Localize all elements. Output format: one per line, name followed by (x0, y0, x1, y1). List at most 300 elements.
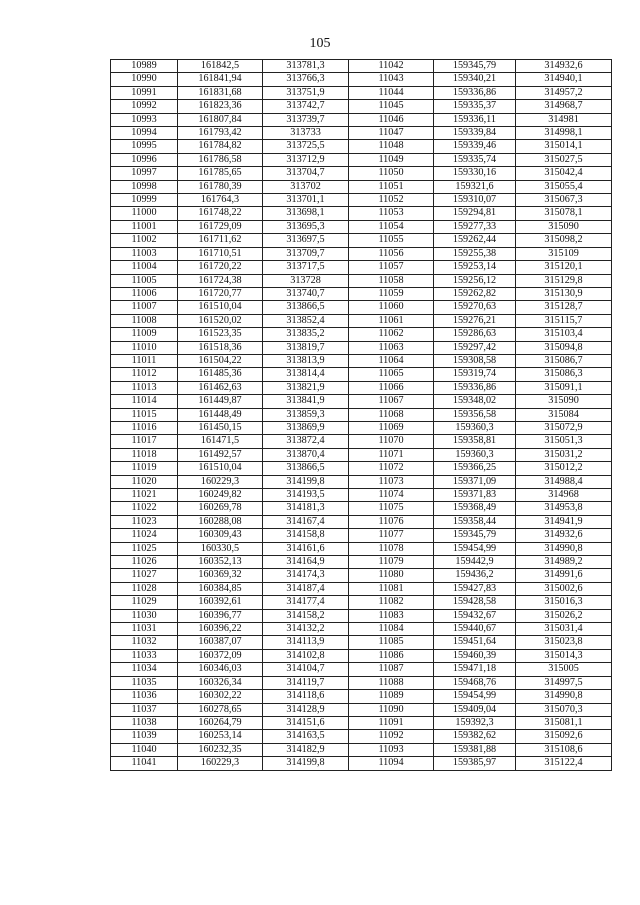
x-coordinate-right-cell: 159442,9 (434, 556, 516, 569)
x-coordinate-left-cell: 161724,38 (178, 274, 263, 287)
point-id-right-cell: 11088 (349, 676, 434, 689)
point-id-left-cell: 11032 (111, 636, 178, 649)
y-coordinate-right-cell: 315014,3 (516, 649, 612, 662)
x-coordinate-right-cell: 159471,18 (434, 663, 516, 676)
point-id-right-cell: 11067 (349, 395, 434, 408)
point-id-right-cell: 11078 (349, 542, 434, 555)
x-coordinate-left-cell: 160264,79 (178, 716, 263, 729)
y-coordinate-left-cell: 313742,7 (263, 100, 349, 113)
point-id-left-cell: 11011 (111, 354, 178, 367)
point-id-right-cell: 11075 (349, 502, 434, 515)
point-id-right-cell: 11066 (349, 381, 434, 394)
x-coordinate-right-cell: 159297,42 (434, 341, 516, 354)
point-id-right-cell: 11060 (349, 301, 434, 314)
point-id-left-cell: 11022 (111, 502, 178, 515)
table-row (111, 153, 612, 166)
point-id-left-cell: 11002 (111, 234, 178, 247)
x-coordinate-right-cell: 159335,74 (434, 153, 516, 166)
point-id-left-cell: 10997 (111, 167, 178, 180)
point-id-left-cell: 10989 (111, 60, 178, 73)
point-id-right-cell: 11054 (349, 220, 434, 233)
point-id-right-cell: 11090 (349, 703, 434, 716)
point-id-right-cell: 11065 (349, 368, 434, 381)
point-id-right-cell: 11086 (349, 649, 434, 662)
table-row (111, 716, 612, 729)
x-coordinate-right-cell: 159308,58 (434, 354, 516, 367)
point-id-left-cell: 10991 (111, 86, 178, 99)
x-coordinate-right-cell: 159321,6 (434, 180, 516, 193)
y-coordinate-right-cell: 314953,8 (516, 502, 612, 515)
x-coordinate-left-cell: 161471,5 (178, 435, 263, 448)
point-id-left-cell: 11017 (111, 435, 178, 448)
table-row (111, 489, 612, 502)
point-id-left-cell: 11013 (111, 381, 178, 394)
y-coordinate-right-cell: 315086,3 (516, 368, 612, 381)
table-row (111, 663, 612, 676)
x-coordinate-right-cell: 159253,14 (434, 261, 516, 274)
point-id-right-cell: 11073 (349, 475, 434, 488)
point-id-left-cell: 11039 (111, 730, 178, 743)
y-coordinate-right-cell: 315109 (516, 247, 612, 260)
y-coordinate-left-cell: 314113,9 (263, 636, 349, 649)
x-coordinate-left-cell: 160372,09 (178, 649, 263, 662)
table-row (111, 542, 612, 555)
y-coordinate-right-cell: 315092,6 (516, 730, 612, 743)
table-row (111, 86, 612, 99)
table-row (111, 274, 612, 287)
table-row (111, 381, 612, 394)
point-id-left-cell: 11012 (111, 368, 178, 381)
y-coordinate-right-cell: 315128,7 (516, 301, 612, 314)
point-id-right-cell: 11047 (349, 127, 434, 140)
y-coordinate-left-cell: 313813,9 (263, 354, 349, 367)
y-coordinate-left-cell: 314182,9 (263, 743, 349, 756)
y-coordinate-left-cell: 313841,9 (263, 395, 349, 408)
y-coordinate-right-cell: 315130,9 (516, 287, 612, 300)
x-coordinate-left-cell: 161450,15 (178, 421, 263, 434)
table-row (111, 167, 612, 180)
y-coordinate-left-cell: 313835,2 (263, 328, 349, 341)
y-coordinate-left-cell: 314181,3 (263, 502, 349, 515)
point-id-right-cell: 11084 (349, 623, 434, 636)
y-coordinate-left-cell: 313702 (263, 180, 349, 193)
y-coordinate-right-cell: 315122,4 (516, 757, 612, 770)
y-coordinate-right-cell: 315023,8 (516, 636, 612, 649)
point-id-right-cell: 11056 (349, 247, 434, 260)
y-coordinate-left-cell: 313733 (263, 127, 349, 140)
x-coordinate-left-cell: 160369,32 (178, 569, 263, 582)
y-coordinate-right-cell: 315120,1 (516, 261, 612, 274)
y-coordinate-right-cell: 315072,9 (516, 421, 612, 434)
point-id-right-cell: 11082 (349, 596, 434, 609)
point-id-right-cell: 11091 (349, 716, 434, 729)
point-id-left-cell: 11035 (111, 676, 178, 689)
table-row (111, 127, 612, 140)
y-coordinate-left-cell: 313740,7 (263, 287, 349, 300)
y-coordinate-right-cell: 315094,8 (516, 341, 612, 354)
x-coordinate-right-cell: 159336,86 (434, 381, 516, 394)
x-coordinate-left-cell: 160309,43 (178, 529, 263, 542)
x-coordinate-left-cell: 161518,36 (178, 341, 263, 354)
y-coordinate-right-cell: 315070,3 (516, 703, 612, 716)
point-id-left-cell: 10999 (111, 194, 178, 207)
point-id-left-cell: 11040 (111, 743, 178, 756)
y-coordinate-right-cell: 315014,1 (516, 140, 612, 153)
x-coordinate-right-cell: 159436,2 (434, 569, 516, 582)
y-coordinate-right-cell: 314981 (516, 113, 612, 126)
x-coordinate-left-cell: 161784,82 (178, 140, 263, 153)
y-coordinate-right-cell: 315051,3 (516, 435, 612, 448)
table-row (111, 247, 612, 260)
table-row (111, 556, 612, 569)
point-id-left-cell: 11014 (111, 395, 178, 408)
y-coordinate-left-cell: 314199,8 (263, 475, 349, 488)
y-coordinate-left-cell: 314119,7 (263, 676, 349, 689)
x-coordinate-left-cell: 161520,02 (178, 314, 263, 327)
point-id-left-cell: 10990 (111, 73, 178, 86)
x-coordinate-right-cell: 159454,99 (434, 690, 516, 703)
x-coordinate-right-cell: 159345,79 (434, 60, 516, 73)
table-row (111, 502, 612, 515)
table-row (111, 623, 612, 636)
point-id-right-cell: 11064 (349, 354, 434, 367)
x-coordinate-left-cell: 161807,84 (178, 113, 263, 126)
point-id-left-cell: 10992 (111, 100, 178, 113)
table-row (111, 421, 612, 434)
point-id-left-cell: 11020 (111, 475, 178, 488)
x-coordinate-right-cell: 159330,16 (434, 167, 516, 180)
point-id-left-cell: 10993 (111, 113, 178, 126)
table-row (111, 180, 612, 193)
x-coordinate-right-cell: 159270,63 (434, 301, 516, 314)
point-id-left-cell: 11030 (111, 609, 178, 622)
y-coordinate-right-cell: 314968,7 (516, 100, 612, 113)
point-id-left-cell: 11009 (111, 328, 178, 341)
x-coordinate-left-cell: 160346,03 (178, 663, 263, 676)
x-coordinate-left-cell: 161485,36 (178, 368, 263, 381)
point-id-left-cell: 11021 (111, 489, 178, 502)
table-row (111, 515, 612, 528)
y-coordinate-right-cell: 315081,1 (516, 716, 612, 729)
y-coordinate-left-cell: 313751,9 (263, 86, 349, 99)
point-id-right-cell: 11059 (349, 287, 434, 300)
page-number: 105 (309, 36, 331, 51)
x-coordinate-right-cell: 159432,67 (434, 609, 516, 622)
x-coordinate-right-cell: 159409,04 (434, 703, 516, 716)
x-coordinate-left-cell: 160232,35 (178, 743, 263, 756)
point-id-right-cell: 11048 (349, 140, 434, 153)
x-coordinate-left-cell: 161510,04 (178, 462, 263, 475)
point-id-left-cell: 11015 (111, 408, 178, 421)
point-id-left-cell: 10995 (111, 140, 178, 153)
y-coordinate-right-cell: 315002,6 (516, 582, 612, 595)
coordinates-table (110, 59, 612, 771)
x-coordinate-left-cell: 160278,65 (178, 703, 263, 716)
point-id-right-cell: 11043 (349, 73, 434, 86)
y-coordinate-left-cell: 313717,5 (263, 261, 349, 274)
x-coordinate-right-cell: 159366,25 (434, 462, 516, 475)
y-coordinate-right-cell: 314989,2 (516, 556, 612, 569)
point-id-left-cell: 11001 (111, 220, 178, 233)
table-row (111, 609, 612, 622)
point-id-left-cell: 11026 (111, 556, 178, 569)
y-coordinate-left-cell: 314199,8 (263, 757, 349, 770)
table-row (111, 113, 612, 126)
table-row (111, 529, 612, 542)
point-id-left-cell: 11029 (111, 596, 178, 609)
y-coordinate-left-cell: 314164,9 (263, 556, 349, 569)
y-coordinate-left-cell: 313866,5 (263, 301, 349, 314)
y-coordinate-left-cell: 313701,1 (263, 194, 349, 207)
x-coordinate-right-cell: 159277,33 (434, 220, 516, 233)
y-coordinate-left-cell: 313870,4 (263, 448, 349, 461)
y-coordinate-right-cell: 315005 (516, 663, 612, 676)
x-coordinate-right-cell: 159336,86 (434, 86, 516, 99)
point-id-left-cell: 11010 (111, 341, 178, 354)
x-coordinate-right-cell: 159256,12 (434, 274, 516, 287)
y-coordinate-left-cell: 314174,3 (263, 569, 349, 582)
y-coordinate-right-cell: 315016,3 (516, 596, 612, 609)
y-coordinate-left-cell: 314187,4 (263, 582, 349, 595)
point-id-right-cell: 11050 (349, 167, 434, 180)
point-id-right-cell: 11055 (349, 234, 434, 247)
point-id-right-cell: 11077 (349, 529, 434, 542)
point-id-left-cell: 11003 (111, 247, 178, 260)
y-coordinate-left-cell: 314128,9 (263, 703, 349, 716)
x-coordinate-left-cell: 160229,3 (178, 475, 263, 488)
point-id-left-cell: 11005 (111, 274, 178, 287)
x-coordinate-right-cell: 159276,21 (434, 314, 516, 327)
point-id-right-cell: 11094 (349, 757, 434, 770)
point-id-right-cell: 11083 (349, 609, 434, 622)
x-coordinate-left-cell: 160288,08 (178, 515, 263, 528)
point-id-right-cell: 11058 (349, 274, 434, 287)
table-row (111, 757, 612, 770)
x-coordinate-right-cell: 159294,81 (434, 207, 516, 220)
table-row (111, 341, 612, 354)
x-coordinate-right-cell: 159286,63 (434, 328, 516, 341)
point-id-left-cell: 10996 (111, 153, 178, 166)
table-row (111, 435, 612, 448)
y-coordinate-left-cell: 313697,5 (263, 234, 349, 247)
x-coordinate-left-cell: 160387,07 (178, 636, 263, 649)
x-coordinate-left-cell: 161720,77 (178, 287, 263, 300)
table-row (111, 596, 612, 609)
x-coordinate-right-cell: 159319,74 (434, 368, 516, 381)
x-coordinate-right-cell: 159358,44 (434, 515, 516, 528)
point-id-left-cell: 11024 (111, 529, 178, 542)
x-coordinate-right-cell: 159427,83 (434, 582, 516, 595)
table-row (111, 703, 612, 716)
y-coordinate-left-cell: 313695,3 (263, 220, 349, 233)
point-id-left-cell: 11027 (111, 569, 178, 582)
y-coordinate-left-cell: 313866,5 (263, 462, 349, 475)
table-row (111, 582, 612, 595)
y-coordinate-right-cell: 315067,3 (516, 194, 612, 207)
x-coordinate-left-cell: 161448,49 (178, 408, 263, 421)
point-id-right-cell: 11079 (349, 556, 434, 569)
table-row (111, 261, 612, 274)
y-coordinate-left-cell: 313821,9 (263, 381, 349, 394)
y-coordinate-right-cell: 315027,5 (516, 153, 612, 166)
point-id-right-cell: 11046 (349, 113, 434, 126)
table-row (111, 448, 612, 461)
x-coordinate-right-cell: 159255,38 (434, 247, 516, 260)
x-coordinate-left-cell: 160396,77 (178, 609, 263, 622)
x-coordinate-right-cell: 159262,82 (434, 287, 516, 300)
x-coordinate-right-cell: 159381,88 (434, 743, 516, 756)
point-id-left-cell: 11025 (111, 542, 178, 555)
x-coordinate-left-cell: 161764,3 (178, 194, 263, 207)
point-id-right-cell: 11074 (349, 489, 434, 502)
x-coordinate-left-cell: 161823,36 (178, 100, 263, 113)
x-coordinate-left-cell: 160326,34 (178, 676, 263, 689)
y-coordinate-left-cell: 313739,7 (263, 113, 349, 126)
y-coordinate-right-cell: 315042,4 (516, 167, 612, 180)
point-id-right-cell: 11057 (349, 261, 434, 274)
table-row (111, 690, 612, 703)
x-coordinate-right-cell: 159358,81 (434, 435, 516, 448)
y-coordinate-left-cell: 313872,4 (263, 435, 349, 448)
table-row (111, 100, 612, 113)
y-coordinate-right-cell: 315055,4 (516, 180, 612, 193)
table-row (111, 328, 612, 341)
y-coordinate-right-cell: 315103,4 (516, 328, 612, 341)
table-row (111, 314, 612, 327)
y-coordinate-right-cell: 315026,2 (516, 609, 612, 622)
x-coordinate-left-cell: 161523,35 (178, 328, 263, 341)
table-row (111, 408, 612, 421)
point-id-left-cell: 11000 (111, 207, 178, 220)
x-coordinate-left-cell: 161449,87 (178, 395, 263, 408)
x-coordinate-left-cell: 160302,22 (178, 690, 263, 703)
x-coordinate-right-cell: 159360,3 (434, 421, 516, 434)
x-coordinate-right-cell: 159356,58 (434, 408, 516, 421)
y-coordinate-left-cell: 313698,1 (263, 207, 349, 220)
y-coordinate-right-cell: 314997,5 (516, 676, 612, 689)
point-id-left-cell: 11023 (111, 515, 178, 528)
point-id-right-cell: 11089 (349, 690, 434, 703)
point-id-right-cell: 11087 (349, 663, 434, 676)
table-row (111, 301, 612, 314)
point-id-left-cell: 11037 (111, 703, 178, 716)
y-coordinate-right-cell: 314988,4 (516, 475, 612, 488)
x-coordinate-right-cell: 159371,83 (434, 489, 516, 502)
point-id-right-cell: 11051 (349, 180, 434, 193)
y-coordinate-left-cell: 314118,6 (263, 690, 349, 703)
y-coordinate-left-cell: 313859,3 (263, 408, 349, 421)
point-id-right-cell: 11042 (349, 60, 434, 73)
y-coordinate-left-cell: 314104,7 (263, 663, 349, 676)
x-coordinate-left-cell: 160229,3 (178, 757, 263, 770)
point-id-left-cell: 11019 (111, 462, 178, 475)
x-coordinate-left-cell: 161793,42 (178, 127, 263, 140)
y-coordinate-left-cell: 314163,5 (263, 730, 349, 743)
point-id-left-cell: 11004 (111, 261, 178, 274)
point-id-right-cell: 11080 (349, 569, 434, 582)
y-coordinate-left-cell: 313819,7 (263, 341, 349, 354)
y-coordinate-right-cell: 315090 (516, 395, 612, 408)
y-coordinate-right-cell: 314941,9 (516, 515, 612, 528)
x-coordinate-left-cell: 160352,13 (178, 556, 263, 569)
y-coordinate-right-cell: 315091,1 (516, 381, 612, 394)
y-coordinate-right-cell: 315098,2 (516, 234, 612, 247)
y-coordinate-left-cell: 314158,8 (263, 529, 349, 542)
table-row (111, 194, 612, 207)
x-coordinate-right-cell: 159368,49 (434, 502, 516, 515)
table-row (111, 207, 612, 220)
y-coordinate-left-cell: 313709,7 (263, 247, 349, 260)
y-coordinate-right-cell: 315129,8 (516, 274, 612, 287)
y-coordinate-left-cell: 314132,2 (263, 623, 349, 636)
table-row (111, 676, 612, 689)
point-id-left-cell: 11028 (111, 582, 178, 595)
table-row (111, 368, 612, 381)
y-coordinate-right-cell: 315012,2 (516, 462, 612, 475)
point-id-right-cell: 11044 (349, 86, 434, 99)
y-coordinate-left-cell: 313781,3 (263, 60, 349, 73)
x-coordinate-right-cell: 159428,58 (434, 596, 516, 609)
point-id-right-cell: 11076 (349, 515, 434, 528)
x-coordinate-left-cell: 160330,5 (178, 542, 263, 555)
point-id-right-cell: 11049 (349, 153, 434, 166)
x-coordinate-left-cell: 161786,58 (178, 153, 263, 166)
point-id-left-cell: 11016 (111, 421, 178, 434)
point-id-left-cell: 10998 (111, 180, 178, 193)
x-coordinate-right-cell: 159310,07 (434, 194, 516, 207)
y-coordinate-left-cell: 314151,6 (263, 716, 349, 729)
x-coordinate-right-cell: 159345,79 (434, 529, 516, 542)
x-coordinate-left-cell: 161729,09 (178, 220, 263, 233)
x-coordinate-left-cell: 161492,57 (178, 448, 263, 461)
x-coordinate-left-cell: 160392,61 (178, 596, 263, 609)
x-coordinate-right-cell: 159460,39 (434, 649, 516, 662)
x-coordinate-left-cell: 161510,04 (178, 301, 263, 314)
y-coordinate-left-cell: 314177,4 (263, 596, 349, 609)
x-coordinate-left-cell: 161841,94 (178, 73, 263, 86)
y-coordinate-left-cell: 314167,4 (263, 515, 349, 528)
x-coordinate-right-cell: 159385,97 (434, 757, 516, 770)
y-coordinate-right-cell: 314932,6 (516, 60, 612, 73)
y-coordinate-right-cell: 314991,6 (516, 569, 612, 582)
point-id-left-cell: 11033 (111, 649, 178, 662)
table-row (111, 140, 612, 153)
point-id-right-cell: 11052 (349, 194, 434, 207)
y-coordinate-left-cell: 313766,3 (263, 73, 349, 86)
y-coordinate-left-cell: 313814,4 (263, 368, 349, 381)
x-coordinate-right-cell: 159454,99 (434, 542, 516, 555)
point-id-right-cell: 11081 (349, 582, 434, 595)
y-coordinate-right-cell: 315086,7 (516, 354, 612, 367)
x-coordinate-right-cell: 159339,46 (434, 140, 516, 153)
x-coordinate-right-cell: 159336,11 (434, 113, 516, 126)
y-coordinate-left-cell: 313725,5 (263, 140, 349, 153)
point-id-left-cell: 10994 (111, 127, 178, 140)
table-row (111, 730, 612, 743)
point-id-right-cell: 11062 (349, 328, 434, 341)
point-id-right-cell: 11072 (349, 462, 434, 475)
y-coordinate-right-cell: 315078,1 (516, 207, 612, 220)
table-row (111, 569, 612, 582)
table-row (111, 234, 612, 247)
table-row (111, 649, 612, 662)
y-coordinate-right-cell: 314990,8 (516, 690, 612, 703)
y-coordinate-right-cell: 315084 (516, 408, 612, 421)
y-coordinate-right-cell: 314940,1 (516, 73, 612, 86)
point-id-right-cell: 11045 (349, 100, 434, 113)
x-coordinate-left-cell: 161785,65 (178, 167, 263, 180)
y-coordinate-left-cell: 314193,5 (263, 489, 349, 502)
